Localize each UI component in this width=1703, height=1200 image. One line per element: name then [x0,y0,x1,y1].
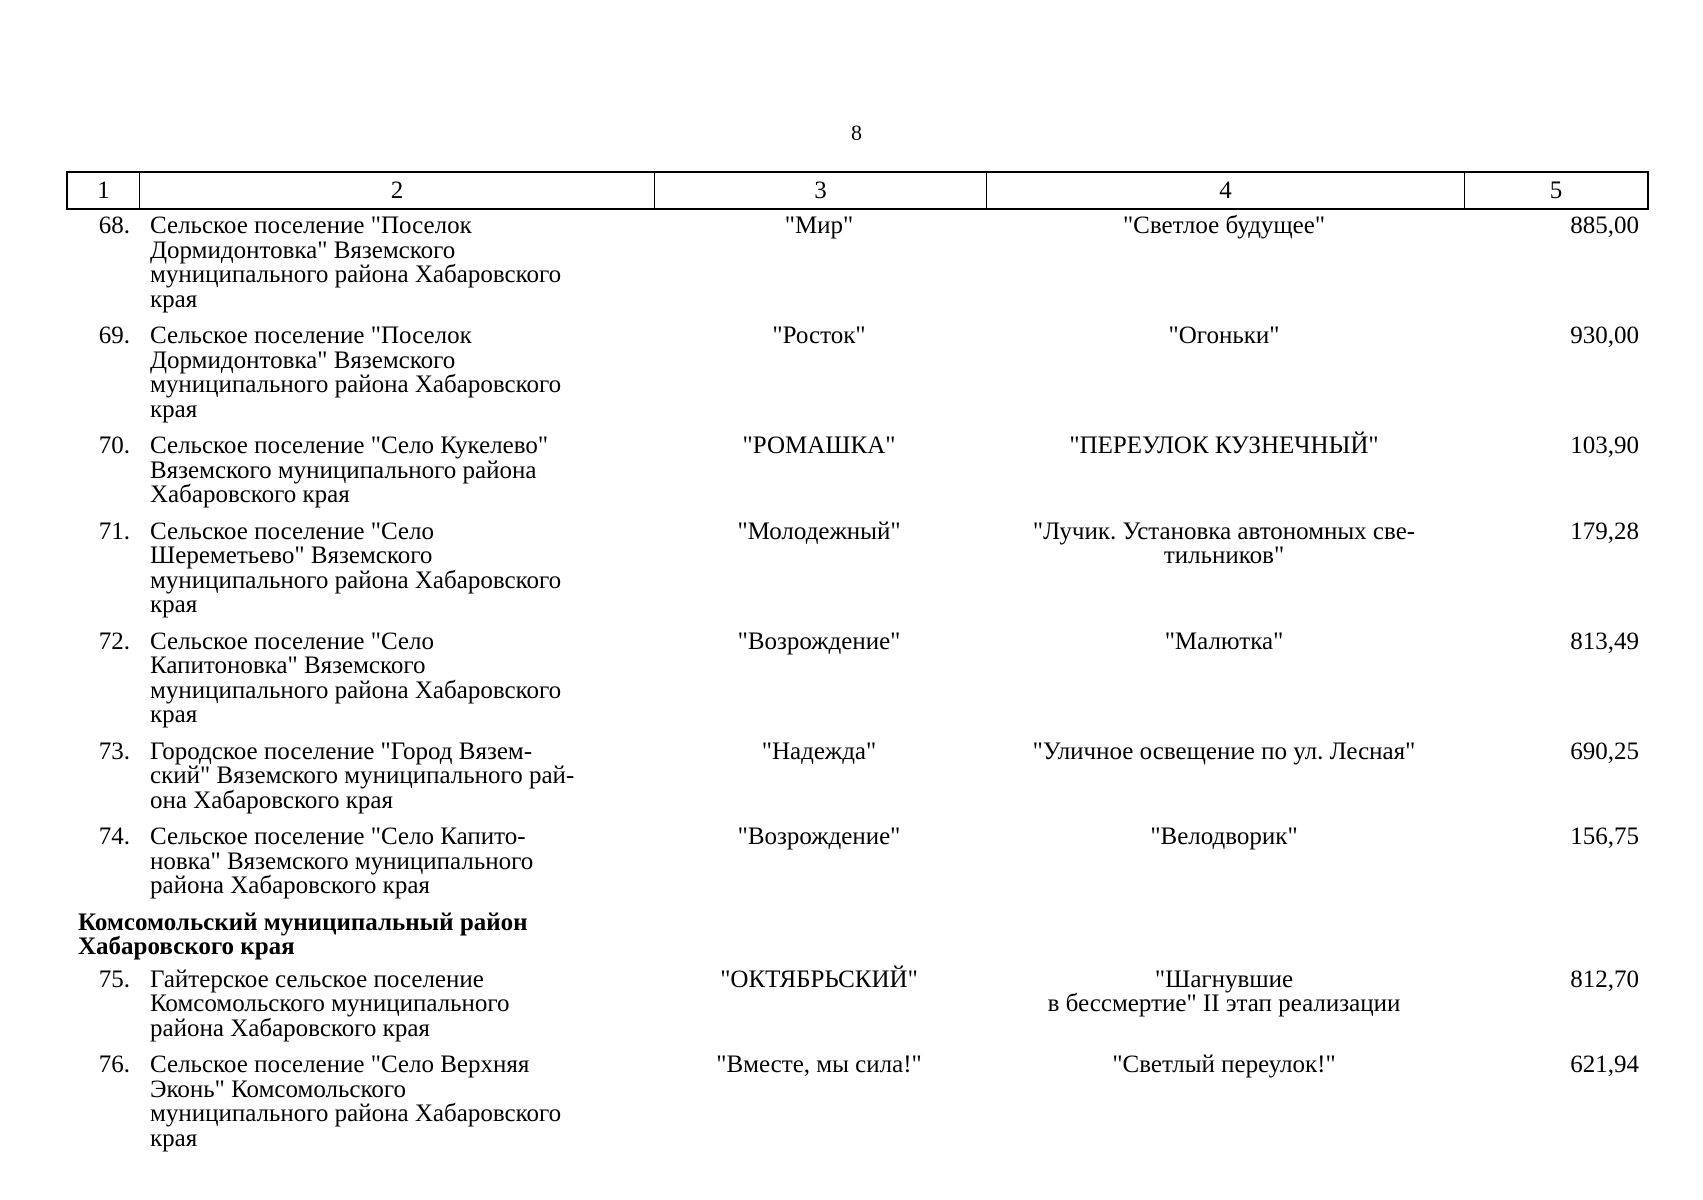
column-header-2: 2 [140,173,655,208]
column-header-5: 5 [1549,177,1563,204]
project-name: "Светлый переулок!" [1112,1051,1336,1078]
subsidy-amount: 812,70 [1570,965,1639,993]
project-name: "Велодворик" [1150,823,1298,850]
tos-name: "Мир" [784,212,854,239]
table-row [66,825,1649,899]
row-number: 73. [98,737,130,765]
tos-name: "Возрождение" [737,627,901,655]
subsidy-amount: 621,94 [1570,1051,1639,1078]
subsidy-amount: 179,28 [1570,517,1639,545]
municipality-name: Сельское поселение "Село Капитоновка" Вяземского муниципального района Хабаровского края [150,627,562,728]
tos-name: "Росток" [772,322,866,349]
tos-name: "Возрождение" [737,823,901,850]
tos-name: "Вместе, мы сила!" [716,1051,922,1078]
project-name: "Уличное освещение по ул. Лесная" [1032,737,1416,765]
table-row [66,434,1649,508]
municipality-name: Сельское поселение "Село Кукелево" Вяземского муниципального района Хабаровского края [150,432,549,508]
table-body [66,214,1649,1163]
subsidy-amount: 885,00 [1570,212,1639,239]
subsidy-amount: 156,75 [1570,823,1639,850]
row-number: 71. [98,517,130,545]
column-header-1: 1 [68,173,140,208]
municipality-name: Сельское поселение "Село Капито- новка" Вяземского муниципального района Хабаровского края [150,823,534,899]
table-row [66,965,1649,1042]
project-name: "Лучик. Установка автономных све- тильников" [1032,517,1416,569]
table-row [66,517,1649,618]
municipality-name: Гайтерское сельское поселение Комсомольского муниципального района Хабаровского края [150,965,510,1042]
row-number: 70. [98,432,130,459]
page-number: 8 [851,120,862,145]
row-number: 75. [98,965,130,993]
column-header-3: 3 [655,173,987,208]
table-header [66,171,1649,210]
subsidy-amount: 930,00 [1570,322,1639,349]
section-heading: Комсомольский муниципальный район Хабаровского края [78,908,528,960]
municipality-name: Городское поселение "Город Вязем- ский" Вяземского муниципального рай- она Хабаровского края [150,737,575,814]
project-name: "Светлое будущее" [1122,212,1326,239]
municipality-name: Сельское поселение "Поселок Дормидонтовка" Вяземского муниципального района Хабаровского края [150,212,562,313]
row-number: 76. [98,1051,130,1078]
row-number: 69. [98,322,130,349]
table-row [66,1053,1649,1151]
table-row [66,214,1649,312]
row-number: 74. [98,823,130,850]
subsidy-amount: 813,49 [1570,627,1639,655]
municipality-name: Сельское поселение "Село Верхняя Эконь" Комсомольского муниципального района Хабаровского края [150,1051,562,1152]
tos-name: "ОКТЯБРЬСКИЙ" [720,965,918,993]
project-name: "ПЕРЕУЛОК КУЗНЕЧНЫЙ" [1069,432,1379,459]
subsidy-amount: 103,90 [1570,432,1639,459]
municipality-name: Сельское поселение "Село Шереметьево" Вяземского муниципального района Хабаровского края [150,517,562,618]
project-name: "Малютка" [1164,627,1284,655]
column-header-4: 4 [987,173,1465,208]
row-number: 72. [98,627,130,655]
subsidy-amount: 690,25 [1570,737,1639,765]
section-heading-row [66,908,1649,960]
row-number: 68. [98,212,130,239]
tos-name: "Молодежный" [737,517,901,545]
table-row [66,324,1649,422]
table-row [66,737,1649,814]
municipality-name: Сельское поселение "Поселок Дормидонтовка" Вяземского муниципального района Хабаровского края [150,322,562,423]
tos-name: "РОМАШКА" [742,432,896,459]
tos-name: "Надежда" [761,737,877,765]
project-name: "Шагнувшие в бессмертие" II этап реализации [1047,965,1401,1017]
table-row [66,627,1649,728]
project-name: "Огоньки" [1168,322,1280,349]
